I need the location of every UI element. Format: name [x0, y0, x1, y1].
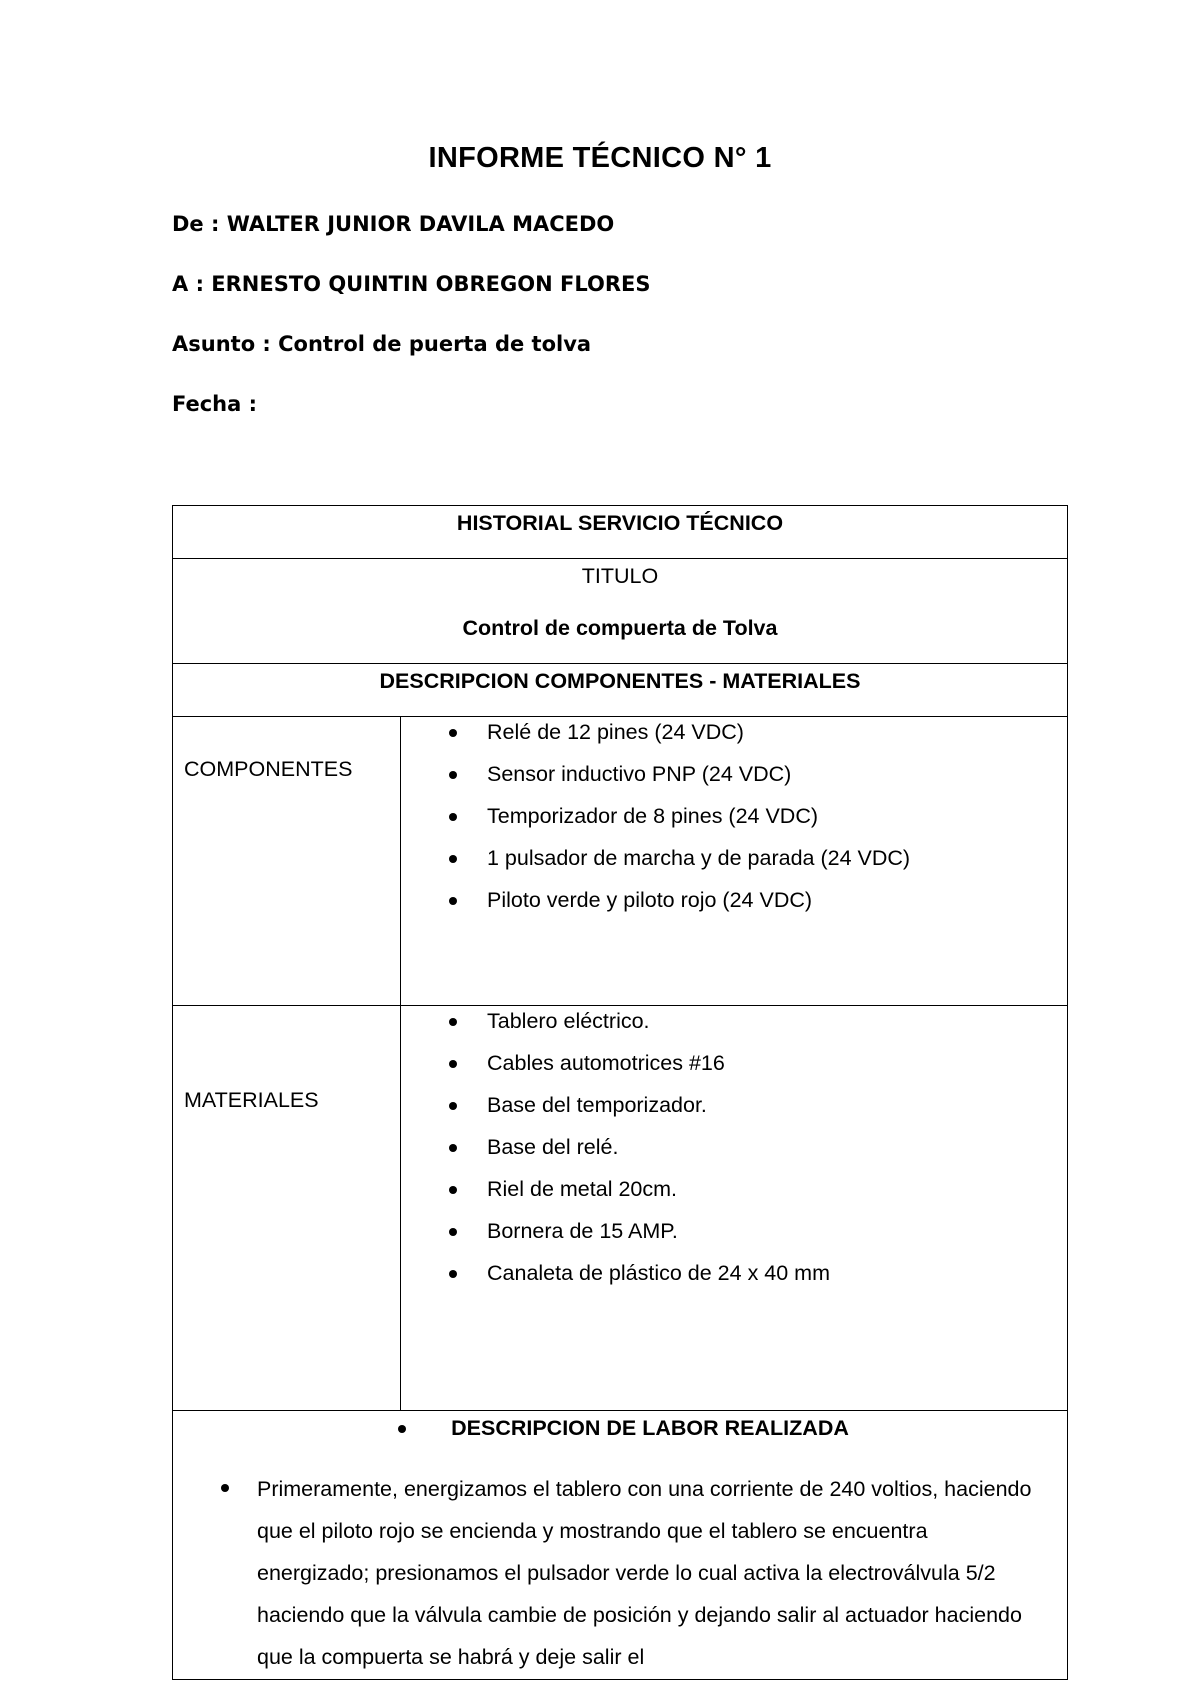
- labor-text: Primeramente, energizamos el tablero con una corriente de 240 voltios, haciendo que el piloto rojo se encienda y mostrando que el tablero se encuentra energizado; presionamos el pulsador verde lo cual activa la electroválvula 5/2 haciendo que la válvula cambie de posición y dejando salir al actuador haciendo que la compuerta se habrá y deje salir el: [257, 1477, 1032, 1669]
- table-row: [173, 1006, 1068, 1411]
- bullet-icon: [449, 729, 457, 737]
- list-item: [401, 1219, 1067, 1261]
- list-item: [401, 888, 1067, 930]
- list-item: [401, 1051, 1067, 1093]
- list-item: [401, 720, 1067, 762]
- list-item-text: Bornera de 15 AMP.: [487, 1219, 678, 1243]
- bullet-icon: [449, 1144, 457, 1152]
- materials-label: MATERIALES: [173, 1006, 401, 1411]
- table-heading: HISTORIAL SERVICIO TÉCNICO: [456, 511, 784, 535]
- bullet-icon: [449, 1060, 457, 1068]
- table-row: [173, 559, 1068, 664]
- list-item-text: Tablero eléctrico.: [487, 1009, 650, 1033]
- title-label: TITULO: [581, 564, 659, 588]
- bullet-icon: [449, 1018, 457, 1026]
- bullet-icon: [449, 1186, 457, 1194]
- subject-line: Asunto : Control de puerta de tolva: [172, 332, 592, 356]
- title-value: Control de compuerta de Tolva: [462, 616, 778, 640]
- list-item: [401, 1093, 1067, 1135]
- bullet-icon: [449, 771, 457, 779]
- materials-list: [401, 1006, 1067, 1303]
- from-line: De : WALTER JUNIOR DAVILA MACEDO: [172, 212, 615, 236]
- labor-cell: [173, 1411, 1068, 1680]
- list-item-text: Canaleta de plástico de 24 x 40 mm: [487, 1261, 831, 1285]
- labor-paragraph: [173, 1468, 1067, 1678]
- labor-heading-row: [173, 1411, 1067, 1441]
- list-item-text: 1 pulsador de marcha y de parada (24 VDC): [487, 846, 911, 870]
- table-row: [173, 506, 1068, 559]
- bullet-icon: [449, 1102, 457, 1110]
- list-item-text: Sensor inductivo PNP (24 VDC): [487, 762, 792, 786]
- list-item-text: Base del relé.: [487, 1135, 619, 1159]
- list-item-text: Temporizador de 8 pines (24 VDC): [487, 804, 819, 828]
- list-item: [401, 762, 1067, 804]
- list-item: [401, 846, 1067, 888]
- materials-cell: [401, 1006, 1068, 1411]
- bullet-icon: [221, 1484, 229, 1492]
- service-history-table: [172, 505, 1068, 1680]
- components-label: COMPONENTES: [173, 717, 401, 1006]
- list-item-text: Relé de 12 pines (24 VDC): [487, 720, 744, 744]
- section-heading: DESCRIPCION COMPONENTES - MATERIALES: [379, 669, 861, 693]
- components-list: [401, 717, 1067, 930]
- list-item-text: Riel de metal 20cm.: [487, 1177, 677, 1201]
- list-item: [401, 1177, 1067, 1219]
- list-item: [401, 1261, 1067, 1303]
- list-item-text: Cables automotrices #16: [487, 1051, 725, 1075]
- table-heading-cell: [173, 506, 1068, 559]
- list-item: [401, 1135, 1067, 1177]
- table-row: [173, 664, 1068, 717]
- title-cell: [173, 559, 1068, 664]
- bullet-icon: [449, 855, 457, 863]
- labor-heading: DESCRIPCION DE LABOR REALIZADA: [451, 1416, 849, 1440]
- list-item-text: Base del temporizador.: [487, 1093, 707, 1117]
- bullet-icon: [449, 1228, 457, 1236]
- to-line: A : ERNESTO QUINTIN OBREGON FLORES: [172, 272, 651, 296]
- list-item-text: Piloto verde y piloto rojo (24 VDC): [487, 888, 813, 912]
- table-row: [173, 717, 1068, 1006]
- list-item: [401, 1009, 1067, 1051]
- bullet-icon: [398, 1425, 406, 1433]
- list-item: [401, 804, 1067, 846]
- bullet-icon: [449, 897, 457, 905]
- section-heading-cell: [173, 664, 1068, 717]
- components-cell: [401, 717, 1068, 1006]
- bullet-icon: [449, 1270, 457, 1278]
- bullet-icon: [449, 813, 457, 821]
- table-row: [173, 1411, 1068, 1680]
- document-title: INFORME TÉCNICO N° 1: [428, 142, 772, 174]
- date-line: Fecha :: [172, 392, 258, 416]
